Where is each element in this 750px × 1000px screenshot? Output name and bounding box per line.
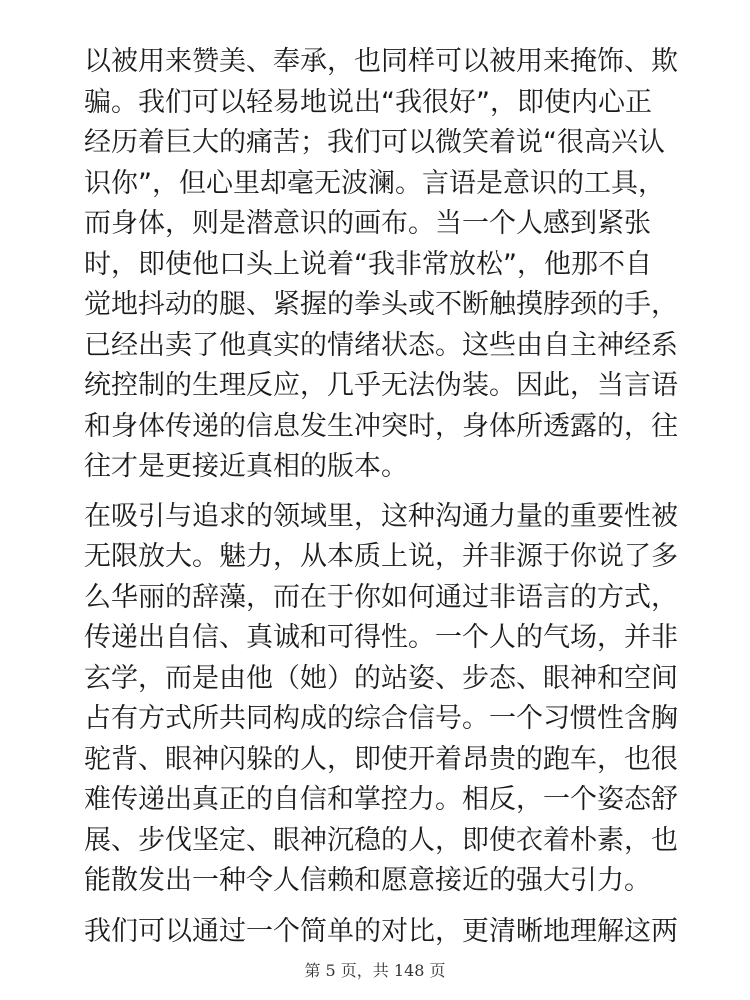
text-line: 无限放大。魅力，从本质上说，并非源于你说了多 [84,541,678,572]
text-line: 往才是更接近真相的版本。 [84,451,408,482]
text-line: 以被用来赞美、奉承，也同样可以被用来掩饰、欺 [84,46,678,77]
paragraph-3 [84,912,684,953]
text-line: 经历着巨大的痛苦；我们可以微笑着说“很高兴认 [84,127,665,158]
paragraph-1 [84,42,684,488]
text-line: 占有方式所共同构成的综合信号。一个习惯性含胸 [84,703,678,734]
paragraph-2 [84,497,684,902]
text-line: 传递出自信、真诚和可得性。一个人的气场，并非 [84,622,678,653]
text-line: 和身体传递的信息发生冲突时，身体所透露的，往 [84,410,678,442]
text-line: 已经出卖了他真实的情绪状态。这些由自主神经系 [84,329,678,361]
body-text [84,42,684,952]
text-line: 玄学，而是由他（她）的站姿、步态、眼神和空间 [84,662,678,694]
text-line: 能散发出一种令人信赖和愿意接近的强大引力。 [84,865,651,896]
text-line: 觉地抖动的腿、紧握的拳头或不断触摸脖颈的手， [84,289,678,320]
text-line: 在吸引与追求的领域里，这种沟通力量的重要性被 [84,500,678,532]
text-line: 识你”，但心里却毫无波澜。言语是意识的工具， [84,167,665,199]
text-line: 统控制的生理反应，几乎无法伪装。因此，当言语 [84,370,678,401]
text-line: 么华丽的辞藻，而在于你如何通过非语言的方式， [84,581,678,613]
page-number: 第 5 页，共 148 页 [304,961,446,980]
text-line: 我们可以通过一个简单的对比，更清晰地理解这两 [84,915,678,947]
text-line: 难传递出真正的自信和掌控力。相反，一个姿态舒 [84,784,678,815]
text-line: 而身体，则是潜意识的画布。当一个人感到紧张 [84,208,651,239]
text-line: 驼背、眼神闪躲的人，即使开着昂贵的跑车，也很 [84,743,678,775]
text-line: 展、步伐坚定、眼神沉稳的人，即使衣着朴素，也 [84,824,678,856]
text-line: 时，即使他口头上说着“我非常放松”，他那不自 [84,248,652,280]
text-line: 骗。我们可以轻易地说出“我很好”，即使内心正 [84,86,652,118]
